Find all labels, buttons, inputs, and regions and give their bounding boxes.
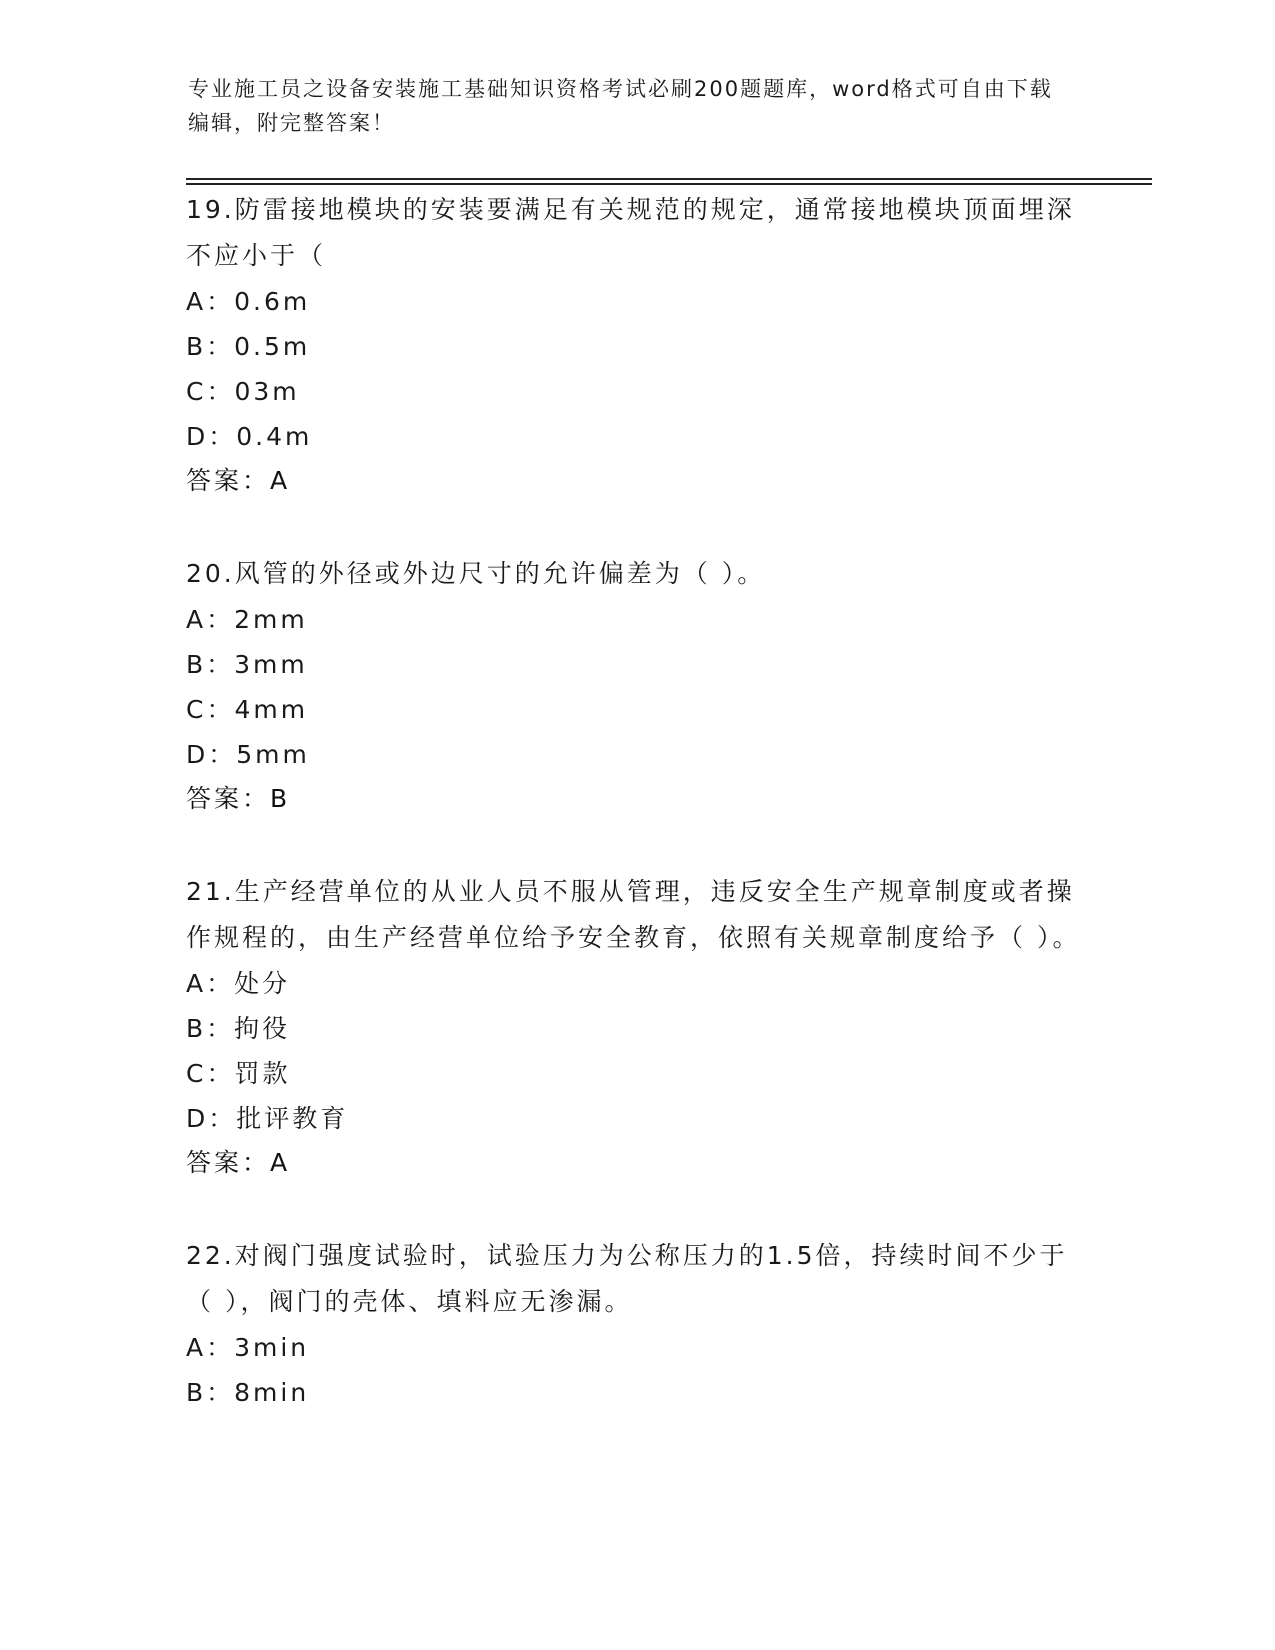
question-22 (186, 1233, 1086, 1415)
option-b: B：0.5m (186, 332, 311, 361)
question-list (186, 187, 1086, 1463)
answer-label: 答案：A (186, 466, 291, 495)
option-a: A：3min (186, 1333, 310, 1362)
option-b: B：3mm (186, 650, 308, 679)
option-a: A：2mm (186, 605, 308, 634)
option-c: C：4mm (186, 695, 309, 724)
answer-label: 答案：A (186, 1148, 291, 1177)
option-a: A：0.6m (186, 287, 311, 316)
question-stem: 20.风管的外径或外边尺寸的允许偏差为（ ）。 (186, 559, 766, 588)
option-c: C：03m (186, 377, 300, 406)
option-b: B：8min (186, 1378, 310, 1407)
option-b: B：拘役 (186, 1014, 291, 1043)
question-stem: 19.防雷接地模块的安装要满足有关规范的规定，通常接地模块顶面埋深不应小于（ (186, 195, 1075, 270)
document-header: 专业施工员之设备安装施工基础知识资格考试必刷200题题库，word格式可自由下载编辑，附完整答案！ (188, 77, 1053, 135)
question-stem: 21.生产经营单位的从业人员不服从管理，违反安全生产规章制度或者操作规程的，由生产经营单位给予安全教育，依照有关规章制度给予（ ）。 (186, 877, 1081, 952)
question-stem: 22.对阀门强度试验时，试验压力为公称压力的1.5倍，持续时间不少于（ ），阀门的壳体、填料应无渗漏。 (186, 1241, 1068, 1316)
question-21 (186, 869, 1086, 1185)
header-divider (186, 178, 1152, 185)
question-20 (186, 551, 1086, 821)
option-d: D：5mm (186, 740, 310, 769)
question-19 (186, 187, 1086, 503)
option-d: D：批评教育 (186, 1104, 349, 1133)
option-a: A：处分 (186, 969, 291, 998)
answer-label: 答案：B (186, 784, 291, 813)
option-d: D：0.4m (186, 422, 313, 451)
option-c: C：罚款 (186, 1059, 291, 1088)
